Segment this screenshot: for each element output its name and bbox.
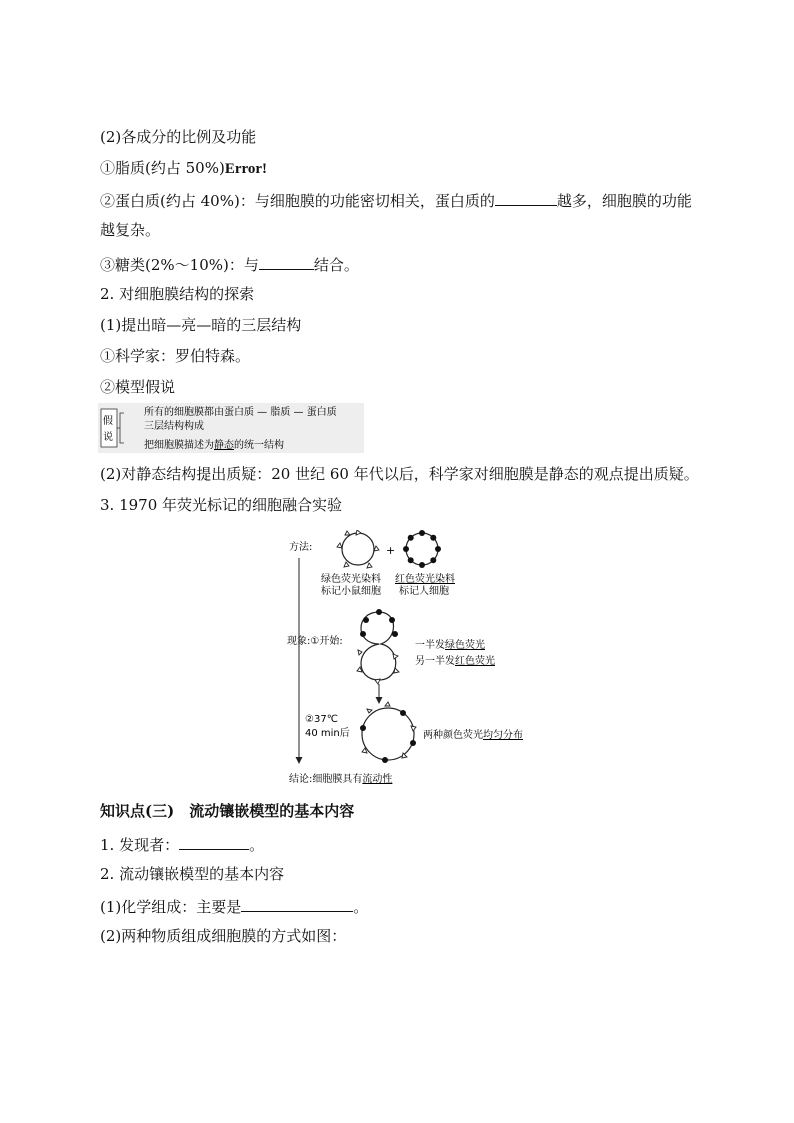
protein-continuation: 越复杂。 <box>100 221 161 239</box>
mouse-green-marker <box>344 562 349 567</box>
red-marker <box>389 617 395 623</box>
composition-line <box>100 895 368 917</box>
hypothesis-line3-post: 的统一结构 <box>234 440 284 451</box>
human-red-marker <box>430 535 436 541</box>
half-red <box>415 654 495 667</box>
three-layer-heading: (1)提出暗—亮—暗的三层结构 <box>100 316 302 334</box>
red-marker <box>410 740 416 746</box>
ratio-heading: (2)各成分的比例及功能 <box>100 128 257 146</box>
error-text: Error! <box>224 161 268 177</box>
method-label: 方法: <box>289 542 313 553</box>
human-cell <box>403 530 441 568</box>
experiment-heading: 3. 1970 年荧光标记的细胞融合实验 <box>100 496 343 514</box>
discoverer-line <box>100 833 264 855</box>
sugar-blank[interactable] <box>259 253 314 270</box>
knowledge3-heading: 知识点(三) 流动镶嵌模型的基本内容 <box>100 802 355 820</box>
hypothesis-line1: 所有的细胞膜都由蛋白质 — 脂质 — 蛋白质 <box>144 407 337 418</box>
half-red-pre: 另一半发 <box>415 656 455 667</box>
result-key: 均匀分布 <box>483 730 523 741</box>
hypothesis-tag-2: 说 <box>103 432 113 443</box>
fused-cell-end <box>360 702 416 763</box>
half-green-key: 绿色荧光 <box>445 640 485 651</box>
composition-after: 。 <box>353 898 369 916</box>
mouse-label-2: 标记小鼠细胞 <box>321 586 381 597</box>
cell-fusion-figure <box>285 530 545 788</box>
phenomenon-label: 现象:①开始: <box>287 636 343 647</box>
composition-blank[interactable] <box>241 895 353 912</box>
plus-sign: + <box>386 544 396 557</box>
protein-blank[interactable] <box>495 189 557 206</box>
mouse-label-1: 绿色荧光染料 <box>321 574 381 585</box>
green-marker <box>394 668 399 673</box>
protein-text-after: 越多，细胞膜的功能 <box>556 192 692 210</box>
human-red-marker <box>419 530 425 536</box>
discoverer-before: 1. 发现者： <box>100 836 180 854</box>
hypothesis-line3-key: 静态 <box>214 440 234 451</box>
mouse-cell <box>337 530 379 568</box>
protein-line <box>100 189 692 211</box>
red-marker <box>392 631 398 637</box>
half-green <box>415 638 485 651</box>
mouse-green-marker <box>367 563 372 568</box>
human-red-marker <box>408 535 414 541</box>
discoverer-after: 。 <box>249 836 265 854</box>
hypothesis-tag-1: 假 <box>103 416 113 427</box>
fused-cell-end-membrane <box>362 708 414 760</box>
doubt-line: (2)对静态结构提出质疑：20 世纪 60 年代以后，科学家对细胞膜是静态的观点提出质疑。 <box>100 465 699 483</box>
hypothesis-line3-pre: 把细胞膜描述为 <box>144 440 214 451</box>
green-marker <box>367 709 372 713</box>
fused-cell-start <box>357 609 399 684</box>
discoverer-blank[interactable] <box>179 833 249 850</box>
model-heading: ②模型假说 <box>100 378 176 396</box>
result-text <box>423 728 523 741</box>
human-red-marker <box>430 557 436 563</box>
mouse-cell-membrane <box>342 533 374 565</box>
green-marker <box>358 650 362 655</box>
conclusion-text <box>289 772 392 785</box>
mouse-green-marker <box>337 543 342 548</box>
human-label-2: 标记人细胞 <box>399 586 449 597</box>
red-marker <box>360 725 366 731</box>
scientist-line: ①科学家：罗伯特森。 <box>100 347 251 365</box>
green-marker <box>411 726 416 731</box>
conclusion-pre: 结论:细胞膜具有 <box>289 774 363 785</box>
result-pre: 两种颜色荧光 <box>423 730 483 741</box>
model-content-heading: 2. 流动镶嵌模型的基本内容 <box>100 865 285 883</box>
composition-before: (1)化学组成：主要是 <box>100 898 242 916</box>
conclusion-key: 流动性 <box>362 774 393 785</box>
sugar-text-before: ③糖类(2%～10%)：与 <box>100 256 259 274</box>
human-red-marker <box>403 546 409 552</box>
red-marker <box>363 617 369 623</box>
protein-text-before: ②蛋白质(约占 40%)：与细胞膜的功能密切相关，蛋白质的 <box>100 192 495 210</box>
red-marker <box>400 710 406 716</box>
hypothesis-line3 <box>144 438 284 451</box>
human-red-marker <box>419 562 425 568</box>
lipid-text: ①脂质(约占 50%) <box>100 159 225 177</box>
red-marker <box>376 609 382 615</box>
explore-heading: 2. 对细胞膜结构的探索 <box>100 285 255 303</box>
lipid-line <box>100 158 267 179</box>
sugar-line <box>100 253 359 275</box>
sugar-text-after: 结合。 <box>313 256 359 274</box>
condition-time: 40 min后 <box>305 728 350 739</box>
human-red-marker <box>408 557 414 563</box>
red-marker <box>382 757 388 763</box>
red-marker <box>360 631 366 637</box>
condition-temp: ②37℃ <box>305 714 338 725</box>
mouse-green-marker <box>345 531 350 535</box>
mouse-green-marker <box>356 530 361 535</box>
green-marker <box>385 702 390 706</box>
half-green-pre: 一半发 <box>415 640 445 651</box>
green-marker <box>375 679 380 684</box>
hypothesis-box <box>98 403 364 453</box>
hypothesis-line2: 三层结构构成 <box>144 421 204 432</box>
green-marker <box>393 654 398 659</box>
mouse-green-marker <box>374 546 379 551</box>
half-red-key: 红色荧光 <box>455 656 495 667</box>
human-label-1: 红色荧光染料 <box>395 574 455 585</box>
human-red-marker <box>435 546 441 552</box>
arrangement-line: (2)两种物质组成细胞膜的方式如图： <box>100 927 347 945</box>
